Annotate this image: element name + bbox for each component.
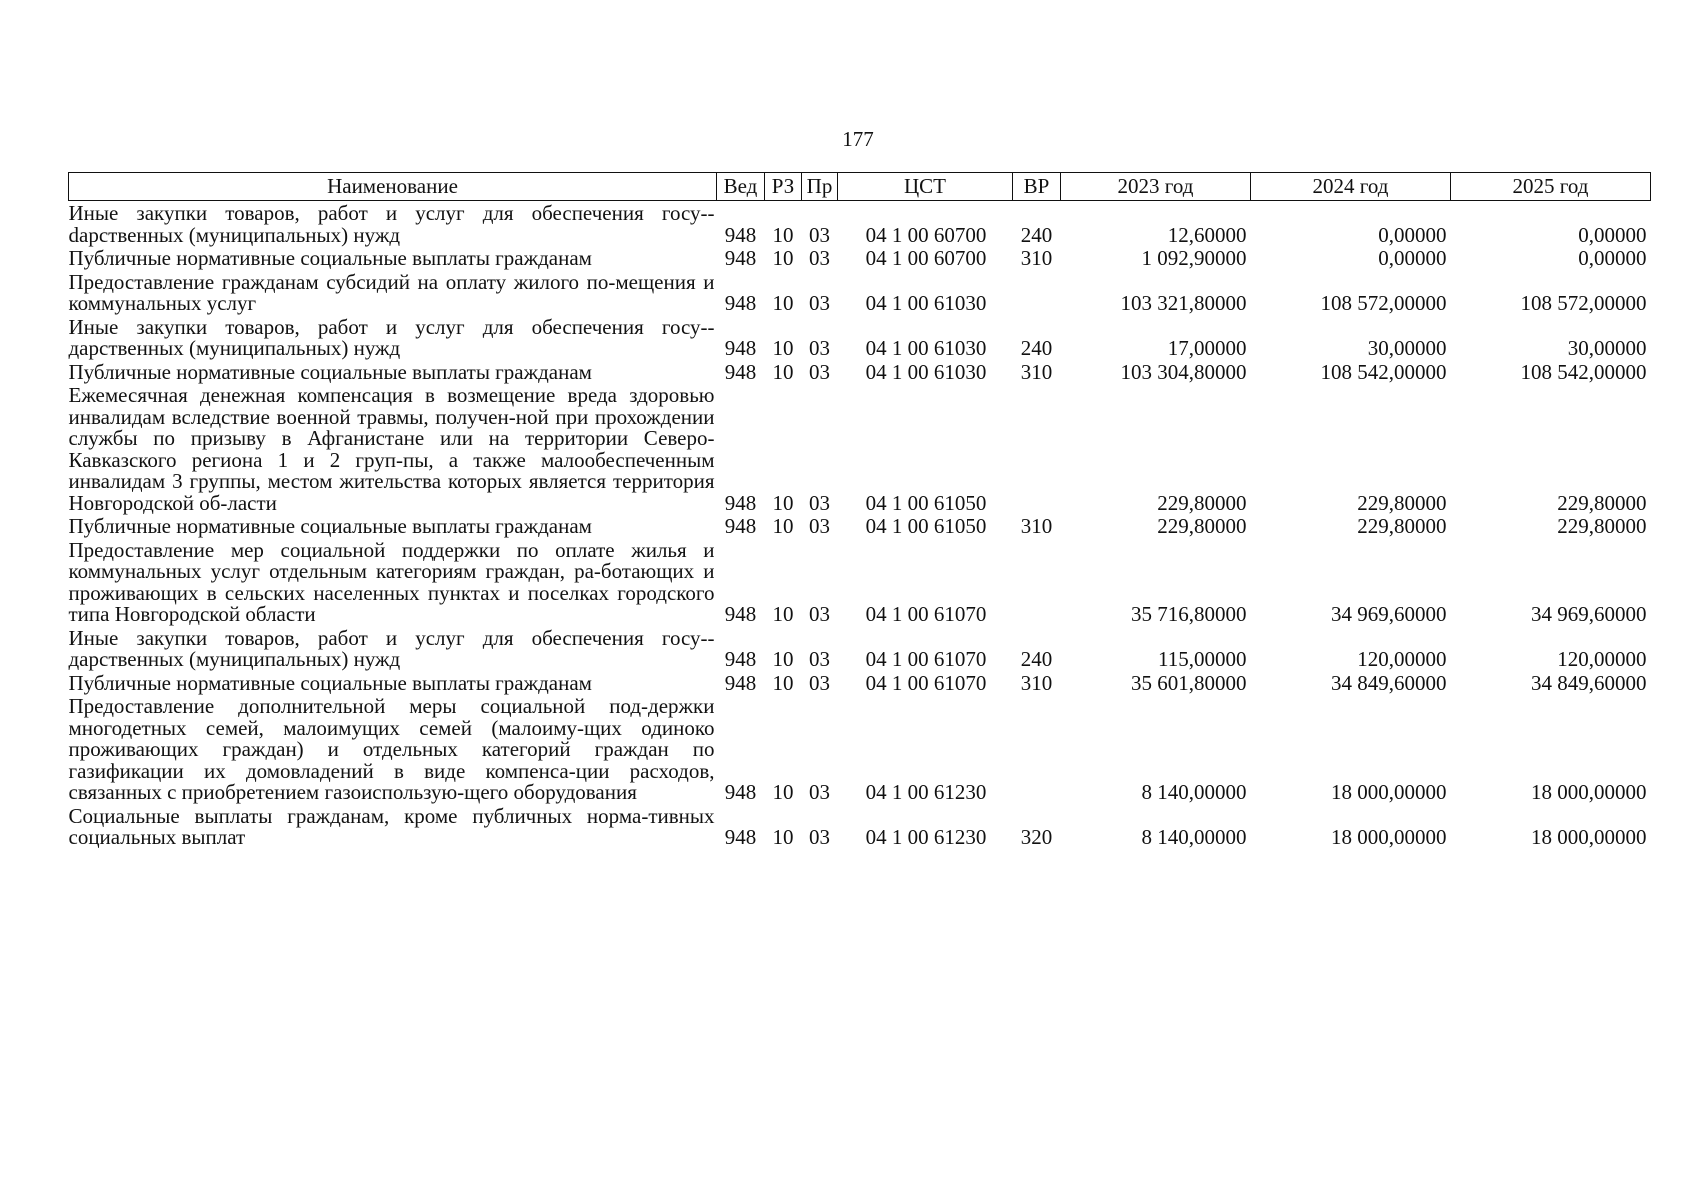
row-pr: 03 [809,780,830,804]
row-cst: 04 1 00 60700 [865,222,987,247]
table-row [69,360,1651,384]
row-vr: 310 [1020,514,1053,538]
row-rz: 10 [772,514,794,538]
row-2025: 30,00000 [1567,336,1647,360]
row-2024: 108 572,00000 [1320,291,1447,315]
row-pr: 03 [809,490,830,515]
row-cst: 04 1 00 61050 [865,490,987,515]
header-vr: ВР [1013,173,1061,201]
row-name: Публичные нормативные социальные выплаты гражданам [68,670,592,695]
row-cst: 04 1 00 61070 [865,602,987,626]
row-vr: 240 [1020,222,1053,247]
row-2024: 30,00000 [1367,336,1447,360]
row-pr: 03 [809,359,830,384]
row-rz: 10 [772,780,794,804]
row-ved: 948 [724,780,757,804]
header-pr: Пр [802,173,838,201]
row-2025: 229,80000 [1557,490,1647,515]
row-2025: 18 000,00000 [1531,780,1647,804]
row-name: Иные закупки товаров, работ и услуг для обеспечения госу-dарственных (муниципальных) нужд [68,201,715,247]
row-cst: 04 1 00 61030 [865,359,987,384]
row-2025: 34 849,60000 [1531,670,1647,695]
row-rz: 10 [772,246,794,270]
table-row [69,270,1651,315]
row-pr: 03 [809,825,830,849]
table-row [69,315,1651,360]
row-pr: 03 [809,336,830,360]
row-2025: 34 969,60000 [1531,602,1647,626]
header-2023: 2023 год [1061,173,1251,201]
row-pr: 03 [809,647,830,671]
table-row [69,514,1651,538]
row-2024: 34 849,60000 [1331,670,1447,695]
row-name: Иные закупки товаров, работ и услуг для обеспечения госу-дарственных (муниципальных) нужд [68,314,715,360]
row-ved: 948 [724,336,757,360]
table-body [69,201,1651,849]
row-cst: 04 1 00 61230 [865,780,987,804]
row-2024: 120,00000 [1357,647,1447,671]
table-row [69,201,1651,247]
header-ved: Вед [717,173,765,201]
row-2023: 12,60000 [1167,222,1247,247]
row-name: Публичные нормативные социальные выплаты гражданам [68,246,592,270]
row-2023: 8 140,00000 [1141,780,1247,804]
table-row [69,246,1651,270]
row-vr: 240 [1020,336,1053,360]
row-pr: 03 [809,246,830,270]
row-ved: 948 [724,359,757,384]
row-name: Иные закупки товаров, работ и услуг для обеспечения госу-дарственных (муниципальных) нужд [68,625,715,671]
row-2023: 229,80000 [1157,490,1247,515]
row-2025: 0,00000 [1578,246,1647,270]
row-2025: 18 000,00000 [1531,825,1647,849]
row-vr: 310 [1020,670,1053,695]
row-2024: 229,80000 [1357,490,1447,515]
row-2025: 120,00000 [1557,647,1647,671]
row-2023: 17,00000 [1167,336,1247,360]
row-rz: 10 [772,291,794,315]
row-rz: 10 [772,647,794,671]
row-2024: 0,00000 [1378,246,1447,270]
header-2024: 2024 год [1251,173,1451,201]
table-row [69,538,1651,626]
row-rz: 10 [772,359,794,384]
row-name: Социальные выплаты гражданам, кроме публичных норма-тивных социальных выплат [68,803,715,849]
row-cst: 04 1 00 61030 [865,336,987,360]
row-name: Предоставление гражданам субсидий на оплату жилого по-мещения и коммунальных услуг [68,269,715,315]
row-2023: 103 321,80000 [1120,291,1247,315]
row-name: Публичные нормативные социальные выплаты гражданам [68,514,592,538]
row-vr: 320 [1020,825,1053,849]
row-2024: 229,80000 [1357,514,1447,538]
row-2024: 0,00000 [1378,222,1447,247]
row-rz: 10 [772,336,794,360]
row-name: Предоставление дополнительной меры социальной под-держки многодетных семей, малоимущих семей (малоиму-щих одиноко проживающих граждан) и отдельных категорий граждан по газификации их домовладений в виде компенса-ции расходов, связанных с приобретением газоиспользую-щего оборудования [68,694,715,804]
row-cst: 04 1 00 60700 [865,246,987,270]
row-cst: 04 1 00 61070 [865,670,987,695]
header-2025: 2025 год [1451,173,1651,201]
row-vr [1013,383,1061,514]
row-2024: 18 000,00000 [1331,780,1447,804]
row-vr: 240 [1020,647,1053,671]
row-vr [1013,538,1061,626]
header-rz: РЗ [765,173,802,201]
row-2024: 18 000,00000 [1331,825,1447,849]
budget-table [68,172,1651,849]
row-ved: 948 [724,670,757,695]
row-ved: 948 [724,291,757,315]
row-rz: 10 [772,222,794,247]
header-cst: ЦСТ [838,173,1013,201]
header-name: Наименование [69,173,717,201]
row-2023: 8 140,00000 [1141,825,1247,849]
row-2023: 1 092,90000 [1141,246,1247,270]
row-pr: 03 [809,222,830,247]
page-number: 177 [842,127,874,151]
row-rz: 10 [772,490,794,515]
row-2025: 229,80000 [1557,514,1647,538]
table-row [69,626,1651,671]
row-cst: 04 1 00 61230 [865,825,987,849]
row-ved: 948 [724,825,757,849]
row-pr: 03 [809,514,830,538]
table-row [69,804,1651,849]
row-2025: 108 542,00000 [1520,359,1647,384]
row-pr: 03 [809,291,830,315]
row-rz: 10 [772,825,794,849]
row-ved: 948 [724,490,757,515]
row-2023: 115,00000 [1158,647,1247,671]
row-ved: 948 [724,602,757,626]
row-2023: 229,80000 [1157,514,1247,538]
row-vr: 310 [1020,246,1053,270]
row-name: Предоставление мер социальной поддержки по оплате жилья и коммунальных услуг отдельным категориям граждан, ра-ботающих и проживающих в сельских населенных пунктах и поселках городского типа Новгородской области [68,537,715,626]
row-2024: 108 542,00000 [1320,359,1447,384]
row-rz: 10 [772,602,794,626]
row-cst: 04 1 00 61050 [865,514,987,538]
row-vr [1013,270,1061,315]
table-row [69,694,1651,804]
table-row [69,671,1651,695]
table-row [69,383,1651,514]
row-pr: 03 [809,670,830,695]
row-vr: 310 [1020,359,1053,384]
row-2023: 35 716,80000 [1131,602,1247,626]
row-vr [1013,694,1061,804]
row-name: Публичные нормативные социальные выплаты гражданам [68,359,592,384]
row-pr: 03 [809,602,830,626]
row-ved: 948 [724,222,757,247]
row-cst: 04 1 00 61070 [865,647,987,671]
row-2025: 108 572,00000 [1520,291,1647,315]
row-name: Ежемесячная денежная компенсация в возмещение вреда здоровью инвалидам вследствие военной травмы, получен-ной при прохождении службы по призыву в Афганистане или на территории Северо-Кавказского региона 1 и 2 груп-пы, а также малообеспеченным инвалидам 3 группы, местом жительства которых является территория Новгородской об-ласти [68,383,715,515]
row-2024: 34 969,60000 [1331,602,1447,626]
row-cst: 04 1 00 61030 [865,291,987,315]
row-ved: 948 [724,647,757,671]
row-ved: 948 [724,514,757,538]
table-header [69,173,1651,201]
row-2023: 35 601,80000 [1131,670,1247,695]
row-rz: 10 [772,670,794,695]
row-2023: 103 304,80000 [1120,359,1247,384]
row-2025: 0,00000 [1578,222,1647,247]
row-ved: 948 [724,246,757,270]
